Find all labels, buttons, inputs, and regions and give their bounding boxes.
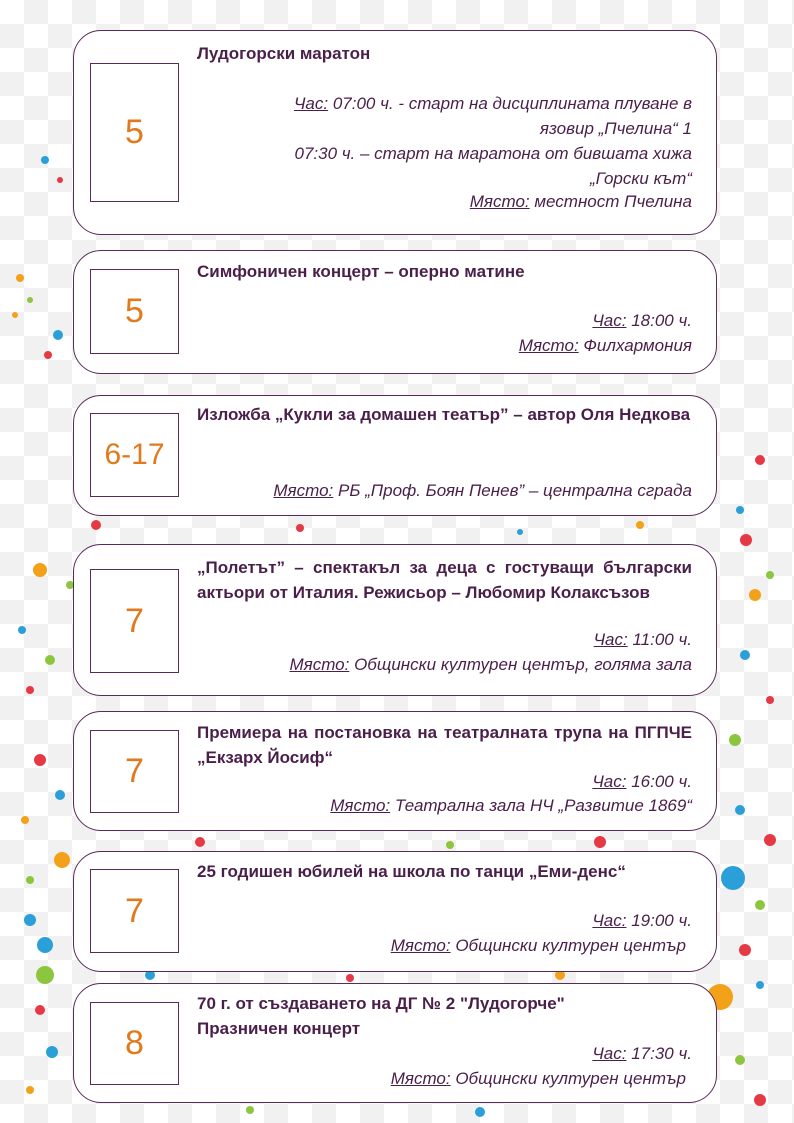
event-time-line — [197, 769, 692, 794]
place-label: Място: — [330, 796, 391, 815]
place-label: Място: — [390, 1069, 451, 1088]
place-label: Място: — [289, 655, 350, 674]
event-card-7 — [73, 983, 717, 1103]
event-time-line — [197, 908, 692, 933]
place-label: Място: — [390, 936, 451, 955]
time-label: Час: — [592, 311, 627, 330]
event-date: 7 — [90, 730, 179, 813]
event-date: 7 — [90, 569, 179, 673]
event-time: 18:00 ч. — [631, 311, 692, 330]
event-date: 6-17 — [90, 413, 179, 497]
event-time: 16:00 ч. — [631, 772, 692, 791]
event-time: 19:00 ч. — [631, 911, 692, 930]
event-card-3 — [73, 395, 717, 516]
time-label: Час: — [293, 94, 329, 113]
event-title: Премиера на постановка на театралната трупа на ПГПЧЕ „Екзарх Йосиф“ — [197, 723, 692, 767]
event-time-line-3: 07:30 ч. – старт на маратона от бившата хижа — [294, 144, 692, 163]
event-place-line — [197, 333, 692, 358]
event-place: Театрална зала НЧ „Развитие 1869“ — [394, 796, 692, 815]
event-place-line — [197, 1066, 686, 1091]
place-label: Място: — [469, 192, 530, 211]
event-card-4 — [73, 544, 717, 696]
event-place-line — [197, 652, 692, 677]
event-place: Филхармония — [583, 336, 692, 355]
event-time-line-1 — [197, 91, 692, 116]
event-time: 07:00 ч. - старт на дисциплината плуване в — [332, 94, 692, 113]
event-date: 7 — [90, 869, 179, 953]
event-place-line — [197, 933, 686, 958]
event-time-line — [197, 627, 692, 652]
event-card-1 — [73, 30, 717, 235]
time-label: Час: — [592, 772, 627, 791]
event-card-2 — [73, 250, 717, 374]
event-place-line — [197, 793, 692, 818]
event-time-line — [197, 308, 692, 333]
event-card-5 — [73, 711, 717, 831]
place-label: Място: — [518, 336, 579, 355]
event-time-line-4: „Горски кът“ — [590, 169, 692, 188]
event-date: 5 — [90, 63, 179, 202]
event-title: 70 г. от създаването на ДГ № 2 "Лудогорче" Празничен концерт — [197, 994, 565, 1038]
event-title: Симфоничен концерт – оперно матине — [197, 262, 525, 281]
time-label: Час: — [592, 911, 627, 930]
time-label: Час: — [592, 1044, 627, 1063]
event-title: Лудогорски маратон — [197, 44, 371, 63]
event-time: 11:00 ч. — [632, 630, 692, 649]
place-label: Място: — [273, 481, 334, 500]
time-label: Час: — [593, 630, 628, 649]
event-title: 25 годишен юбилей на школа по танци „Еми-денс“ — [197, 862, 626, 881]
event-place: Общински културен център — [455, 1069, 686, 1088]
event-place-line — [197, 189, 692, 214]
event-time-line-2: язовир „Пчелина“ 1 — [539, 119, 692, 138]
event-place-line — [197, 478, 692, 503]
event-date: 5 — [90, 269, 179, 354]
event-title: „Полетът” – спектакъл за деца с гостуващи български актьори от Италия. Режисьор – Любомир Колаксъзов — [197, 558, 692, 602]
event-title: Изложба „Кукли за домашен театър” – автор Оля Недкова — [197, 405, 691, 424]
event-place: РБ „Проф. Боян Пенев” – централна сграда — [338, 481, 692, 500]
event-time-line — [197, 1041, 692, 1066]
event-place: Общински културен център, голяма зала — [354, 655, 692, 674]
event-place: местност Пчелина — [534, 192, 692, 211]
event-card-6 — [73, 851, 717, 972]
event-time: 17:30 ч. — [631, 1044, 692, 1063]
event-date: 8 — [90, 1002, 179, 1085]
event-place: Общински културен център — [455, 936, 686, 955]
